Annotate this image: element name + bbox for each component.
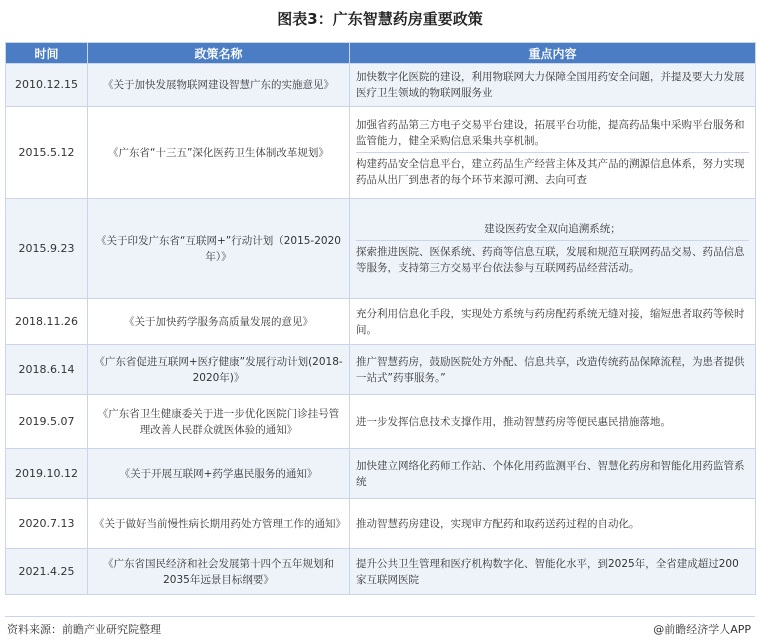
row-date: 2018.6.14 <box>6 345 88 395</box>
content-item: 进一步发挥信息技术支撑作用，推动智慧药房等便民惠民措施落地。 <box>356 415 671 428</box>
policy-table <box>5 42 756 595</box>
row-content <box>350 395 756 449</box>
content-item: 探索推进医院、医保系统、药商等信息互联，发展和规范互联网药品交易、药品信息等服务，支持第三方交易平台依法参与互联网药品经营活动。 <box>356 240 749 279</box>
brand-credit: @前瞻经济学人APP <box>653 623 751 636</box>
content-item: 提升公共卫生管理和医疗机构数字化、智能化水平，到2025年，全省建成超过200家互联网医院 <box>356 557 739 586</box>
row-date: 2021.4.25 <box>6 549 88 595</box>
content-item: 充分利用信息化手段，实现处方系统与药房配药系统无缝对接，缩短患者取药等候时间。 <box>356 307 745 336</box>
row-policy: 《关于加快药学服务高质量发展的意见》 <box>88 299 350 345</box>
row-content <box>350 345 756 395</box>
table-row <box>6 107 756 199</box>
row-content <box>350 549 756 595</box>
content-item: 加快数字化医院的建设，利用物联网大力保障全国用药安全问题，并提及要大力发展医疗卫生领域的物联网服务业 <box>356 71 745 99</box>
row-policy: 《广东省国民经济和社会发展第十四个五年规划和2035年远景目标纲要》 <box>88 549 350 595</box>
table-row <box>6 395 756 449</box>
row-date: 2020.7.13 <box>6 499 88 549</box>
row-content <box>350 499 756 549</box>
chart-title: 图表3：广东智慧药房重要政策 <box>277 10 483 28</box>
row-policy: 《广东省促进互联网+医疗健康”发展行动计划(2018-2020年)》 <box>88 345 350 395</box>
table-row <box>6 345 756 395</box>
row-policy: 《关于加快发展物联网建设智慧广东的实施意见》 <box>88 64 350 107</box>
content-item: 加快建立网络化药师工作站、个体化用药监测平台、智慧化药房和智能化用药监管系统 <box>356 459 745 488</box>
footer <box>5 616 755 637</box>
row-policy: 《广东省“十三五”深化医药卫生体制改革规划》 <box>88 107 350 199</box>
source-note: 资料来源：前瞻产业研究院整理 <box>7 623 161 636</box>
table-row <box>6 449 756 499</box>
content-item: 推广智慧药房，鼓励医院处方外配、信息共享，改造传统药品保障流程，为患者提供一站式”药事服务。” <box>356 355 745 384</box>
header-content: 重点内容 <box>350 43 756 64</box>
table-row <box>6 549 756 595</box>
row-content <box>350 199 756 299</box>
content-item: 推动智慧药房建设，实现审方配药和取药送药过程的自动化。 <box>356 517 640 530</box>
row-date: 2019.5.07 <box>6 395 88 449</box>
header-time: 时间 <box>6 43 88 64</box>
row-policy: 《广东省卫生健康委关于进一步优化医院门诊挂号管理改善人民群众就医体验的通知》 <box>88 395 350 449</box>
table-row <box>6 299 756 345</box>
header-policy: 政策名称 <box>88 43 350 64</box>
row-date: 2010.12.15 <box>6 64 88 107</box>
content-item: 建设医药安全双向追溯系统； <box>484 223 621 235</box>
row-policy: 《关于印发广东省“互联网+”行动计划（2015-2020年）》 <box>88 199 350 299</box>
row-date: 2018.11.26 <box>6 299 88 345</box>
table-row <box>6 499 756 549</box>
row-policy: 《关于开展互联网+药学惠民服务的通知》 <box>88 449 350 499</box>
content-item: 加强省药品第三方电子交易平台建设，拓展平台功能，提高药品集中采购平台服务和监管能力，健全采购信息采集共享机制。 <box>356 119 745 147</box>
row-date: 2015.5.12 <box>6 107 88 199</box>
content-item: 构建药品安全信息平台，建立药品生产经营主体及其产品的溯源信息体系，努力实现药品从出厂到患者的每个环节来源可溯、去向可查 <box>356 152 749 191</box>
row-date: 2015.9.23 <box>6 199 88 299</box>
table-header-row <box>6 43 756 64</box>
row-content <box>350 299 756 345</box>
row-policy: 《关于做好当前慢性病长期用药处方管理工作的通知》 <box>88 499 350 549</box>
row-content <box>350 64 756 107</box>
row-content <box>350 449 756 499</box>
table-row <box>6 64 756 107</box>
table-row <box>6 199 756 299</box>
row-date: 2019.10.12 <box>6 449 88 499</box>
row-content <box>350 107 756 199</box>
